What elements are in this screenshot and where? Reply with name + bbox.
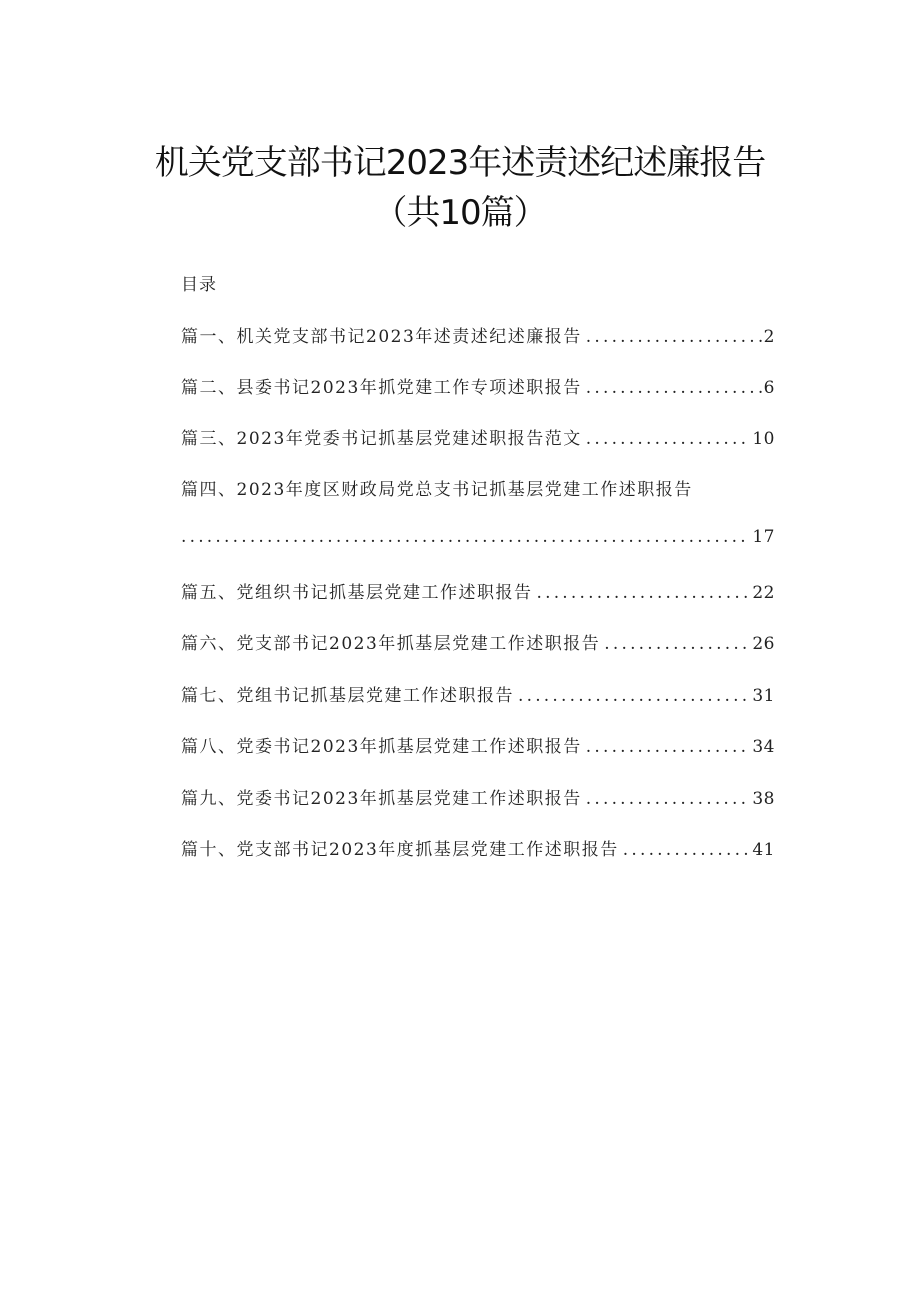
toc-leader-dots [586,737,751,757]
toc-leader-dots [586,378,762,398]
toc-entry-9[interactable] [181,784,775,808]
toc-page-number: 10 [752,429,775,449]
toc-leader-dots [537,583,751,603]
toc-page-number: 2 [763,327,775,347]
toc-entry-2[interactable] [181,373,775,397]
toc-leader-dots [623,840,751,860]
title-line-1: 机关党支部书记2023年述责述纪述廉报告 [154,143,766,183]
toc-leader-dots [586,327,762,347]
toc-entry-1[interactable] [181,322,775,346]
toc-entry-title: 篇五、党组织书记抓基层党建工作述职报告 [181,583,533,603]
toc-entry-title: 篇一、机关党支部书记2023年述责述纪述廉报告 [181,327,582,347]
toc-entry-4[interactable] [181,475,775,499]
document-title [0,138,920,238]
toc-entry-title: 篇十、党支部书记2023年度抓基层党建工作述职报告 [181,840,619,860]
toc-entry-title: 篇六、党支部书记2023年抓基层党建工作述职报告 [181,634,601,654]
toc-entry-title: 篇三、2023年党委书记抓基层党建述职报告范文 [181,429,582,449]
toc-leader-dots [181,527,750,547]
toc-heading: 目录 [181,275,217,295]
toc-entry-title: 篇二、县委书记2023年抓党建工作专项述职报告 [181,378,582,398]
toc-leader-dots [518,686,750,706]
toc-entry-5[interactable] [181,578,775,602]
toc-entry-8[interactable] [181,732,775,756]
toc-page-number: 22 [752,583,775,603]
toc-page-number: 41 [752,840,775,860]
toc-entry-title: 篇七、党组书记抓基层党建工作述职报告 [181,686,514,706]
toc-entry-10[interactable] [181,835,775,859]
toc-entry-title: 篇四、2023年度区财政局党总支书记抓基层党建工作述职报告 [181,480,693,500]
toc-entry-title: 篇九、党委书记2023年抓基层党建工作述职报告 [181,789,582,809]
toc-page-number: 6 [763,378,775,398]
toc-entry-6[interactable] [181,629,775,653]
toc-leader-dots [586,789,751,809]
title-line-2: （共10篇） [373,193,547,233]
toc-page-number: 38 [752,789,775,809]
toc-leader-dots [604,634,750,654]
toc-page-number: 26 [752,634,775,654]
toc-entry-3[interactable] [181,424,775,448]
toc-entry-7[interactable] [181,681,775,705]
toc-page-number: 17 [752,527,775,547]
toc-entry-title: 篇八、党委书记2023年抓基层党建工作述职报告 [181,737,582,757]
toc-page-number: 31 [752,686,775,706]
toc-leader-dots [586,429,751,449]
toc-page-number: 34 [752,737,775,757]
toc-entry-4-continuation[interactable] [181,527,775,551]
